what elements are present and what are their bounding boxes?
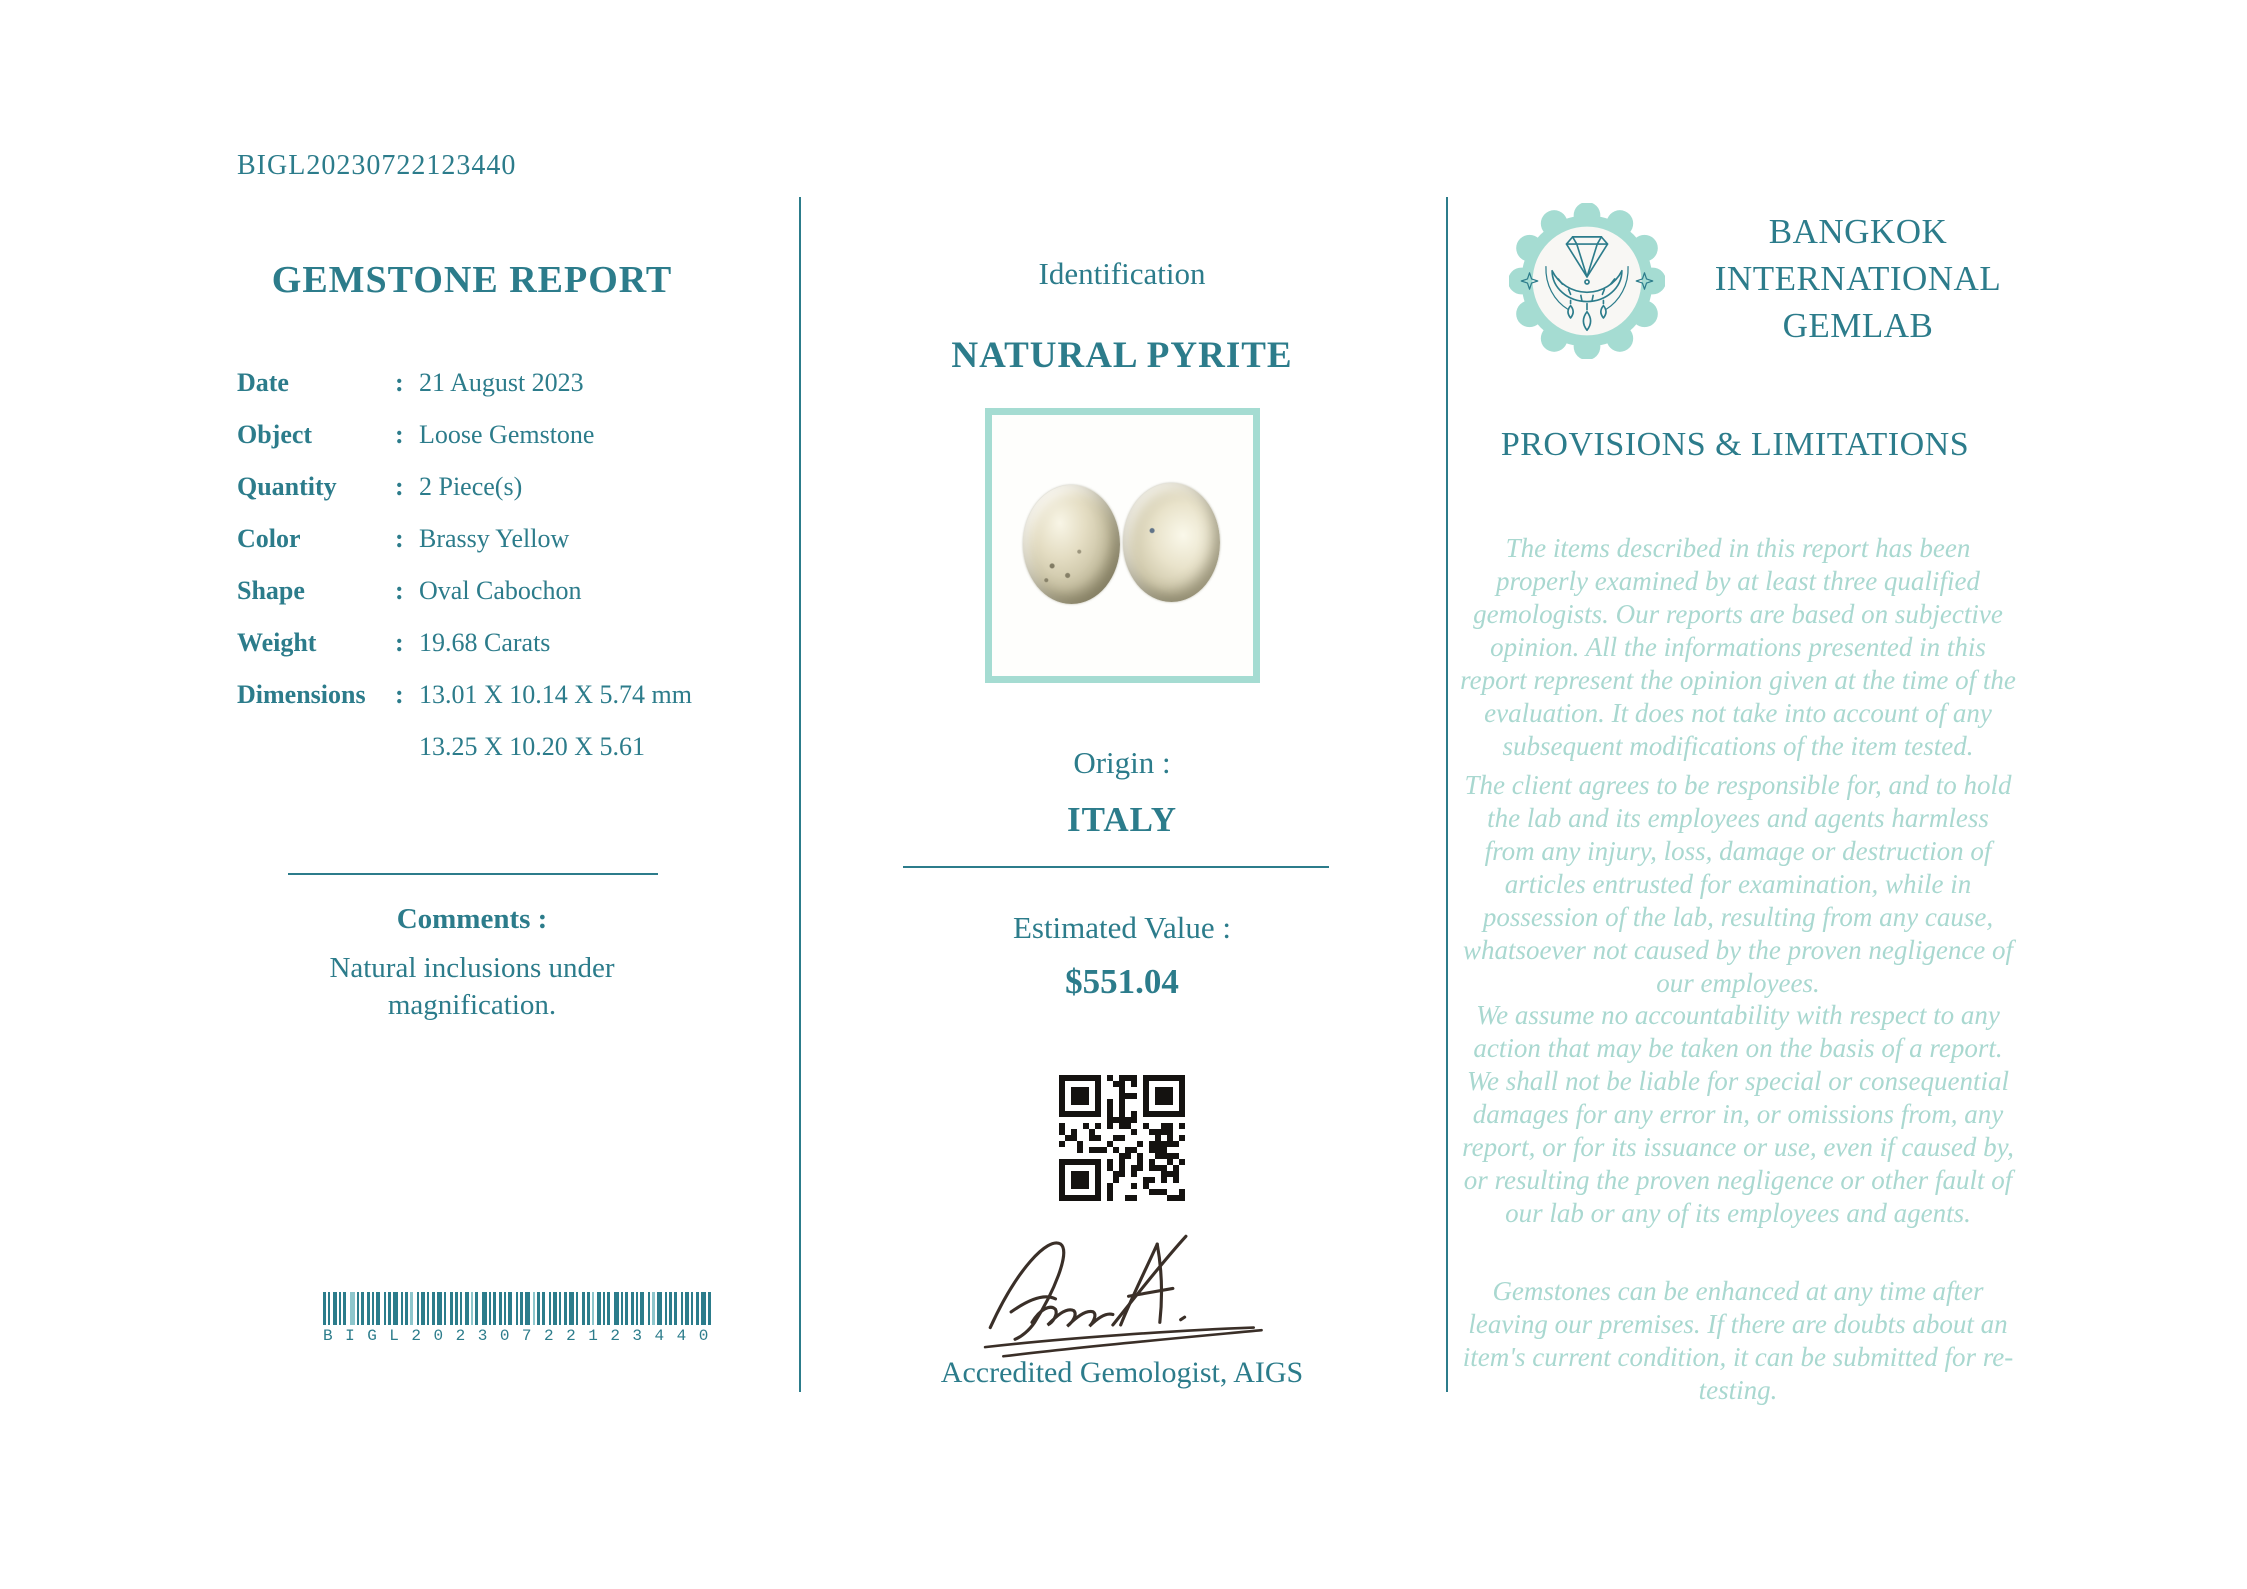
barcode-bars [323,1292,715,1325]
lab-logo-icon [1509,203,1665,359]
detail-row-quantity [237,472,757,524]
provisions-heading: PROVISIONS & LIMITATIONS [1500,426,1970,463]
provisions-paragraph: We assume no accountability with respect to any action that may be taken on the basis of a report. We shall not be liable for special or consequential damages for any error in, or omissions from, any report, or for its issuance or use, even if caused by, or resulting the proven negligence or other fault of our lab or any of its employees and agents. [1462,1000,2014,1228]
detail-row-color [237,524,757,576]
detail-value: 2 Piece(s) [419,472,523,501]
detail-label: Shape [237,576,305,605]
detail-label: Color [237,524,301,553]
detail-colon: : [395,576,404,605]
detail-colon: : [395,472,404,501]
detail-value: 13.01 X 10.14 X 5.74 mm [419,680,692,709]
comments-text: Natural inclusions under magnification. [329,952,615,1021]
detail-label: Dimensions [237,680,366,709]
divider [903,866,1329,868]
detail-label: Date [237,368,289,397]
provisions-paragraph: Gemstones can be enhanced at any time after leaving our premises. If there are doubts about an item's current condition, it can be submitted for re-testing. [1462,1276,2014,1405]
lab-name-line: BANGKOK [1768,212,1948,251]
lab-name-line: GEMLAB [1782,306,1934,345]
detail-value: Oval Cabochon [419,576,582,605]
report-number: BIGL20230722123440 [237,150,517,181]
provisions-paragraph: The items described in this report has been properly examined by at least three qualified gemologists. Our reports are based on subjective opinion. All the informations presented in this report represent the opinion given at the time of the evaluation. It does not take into account of any subsequent modifications of the item tested. [1460,533,2016,761]
qr-code [1059,1075,1185,1201]
detail-row-weight [237,628,757,680]
detail-colon: : [395,524,404,553]
lab-name [1688,208,2028,349]
barcode-label: BIGL20230722123440 [323,1327,721,1345]
detail-value: Loose Gemstone [419,420,595,449]
column-divider [799,197,801,1392]
gem-stone-right [1123,483,1220,602]
detail-row-dimensions [237,680,757,732]
column-divider [1446,197,1448,1392]
detail-value: 13.25 X 10.20 X 5.61 [419,732,646,761]
detail-row-date [237,368,757,420]
detail-row-shape [237,576,757,628]
lab-name-line: INTERNATIONAL [1714,259,2002,298]
detail-colon: : [395,420,404,449]
identification-heading: Identification [1038,256,1206,291]
gem-stone-left [1023,485,1120,604]
gemologist-signature [972,1218,1272,1368]
origin-value: ITALY [1066,800,1178,839]
detail-value: Brassy Yellow [419,524,570,553]
provisions-paragraph: The client agrees to be responsible for, and to hold the lab and its employees and agents harmless from any injury, loss, damage or destruction of articles entrusted for examination, while in possession of the lab, resulting from any cause, whatsoever not caused by the proven negligence of our employees. [1462,770,2014,998]
estimated-value-heading: Estimated Value : [1012,910,1232,945]
barcode [323,1292,721,1348]
detail-value: 19.68 Carats [419,628,551,657]
detail-table [237,368,757,784]
origin-heading: Origin : [1073,745,1171,780]
report-title: GEMSTONE REPORT [271,259,673,301]
comments-heading: Comments : [396,903,548,935]
gem-species: NATURAL PYRITE [951,335,1293,376]
detail-colon: : [395,680,404,709]
detail-label: Quantity [237,472,337,501]
detail-row-object [237,420,757,472]
gemstone-photo [985,408,1260,683]
gemologist-title: Accredited Gemologist, AIGS [940,1356,1304,1389]
detail-value: 21 August 2023 [419,368,584,397]
estimated-value: $551.04 [1065,962,1179,1001]
detail-colon: : [395,628,404,657]
detail-label: Weight [237,628,317,657]
detail-label: Object [237,420,313,449]
divider [288,873,658,875]
detail-row-dimensions-2 [237,732,757,784]
detail-colon: : [395,368,404,397]
